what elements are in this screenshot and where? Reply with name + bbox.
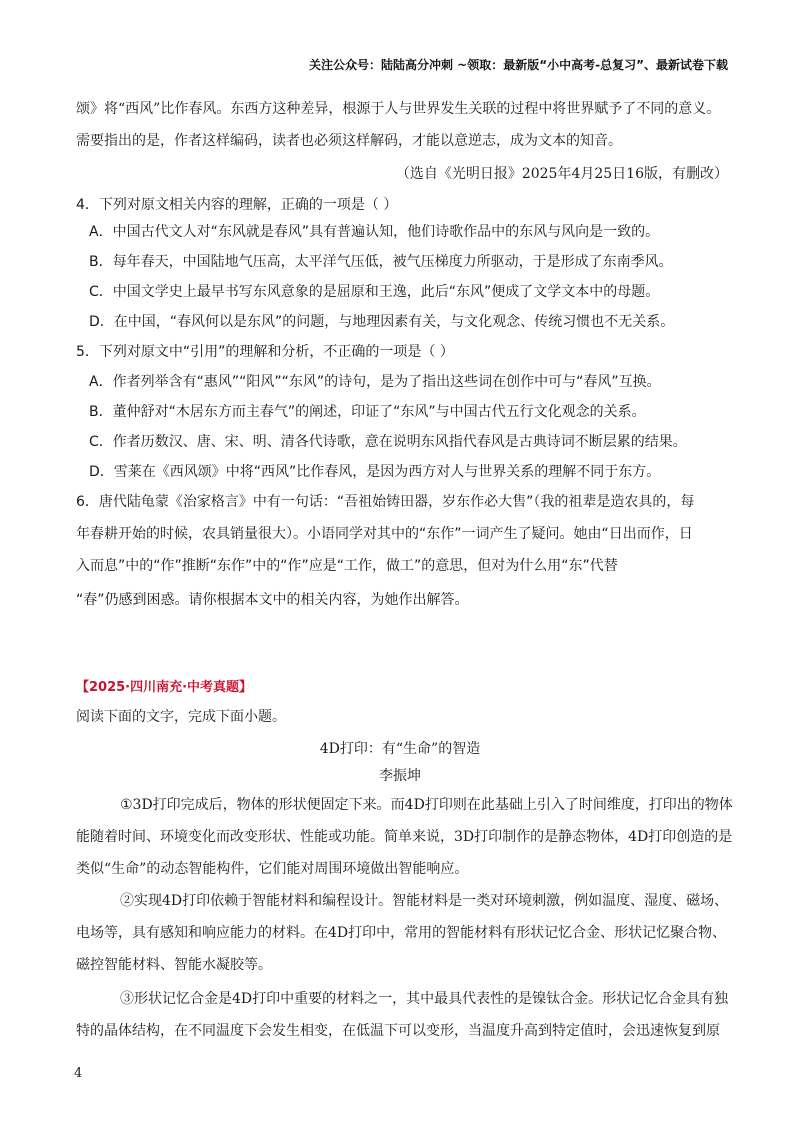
question-4-option-c: C．中国文学史上最早书写东风意象的是屈原和王逸，此后“东风”便成了文学文本中的母题。 [89,284,660,300]
question-6-line: 入而息”中的“作”推断“东作”中的“作”应是“工作，做工”的意思，但对为什么用“东”代替 [76,558,618,574]
article-paragraph-line: ③形状记忆合金是4D打印中重要的材料之一，其中最具代表性的是镍钛合金。形状记忆合金具有独 [120,991,729,1007]
question-5-option-b: B．董仲舒对“木居东方而主春气”的阐述，印证了“东风”与中国古代五行文化观念的关系。 [89,404,646,420]
article-paragraph-line: 能随着时间、环境变化而改变形状、性能或功能。简单来说，3D打印制作的是静态物体，4D打印创造的是 [76,829,733,845]
article-paragraph-line: 特的晶体结构，在不同温度下会发生相变，在低温下可以变形，当温度升高到特定值时，会迅速恢复到原 [76,1023,720,1039]
question-6-line: 年春耕开始的时候，农具销量很大）。小语同学对其中的“东作”一词产生了疑问。她由“日出而作，日 [76,526,693,542]
paragraph-line: 需要指出的是，作者这样编码，读者也必须这样解码，才能以意逆志，成为文本的知音。 [76,133,622,149]
question-6-line: “春”仍感到困惑。请你根据本文中的相关内容，为她作出解答。 [76,592,469,608]
question-4-option-a: A．中国古代文人对“东风就是春风”具有普遍认知，他们诗歌作品中的东风与风向是一致的。 [89,224,660,240]
question-6-line: 6．唐代陆龟蒙《治家格言》中有一句话：“吾祖始铸田器，岁东作必大售”（我的祖辈是造农具的，每 [76,494,695,510]
question-5-option-a: A．作者列举含有“惠风”“阳风”“东风”的诗句，是为了指出这些词在创作中可与“春风”互换。 [89,374,661,390]
question-5-stem: 5．下列对原文中“引用”的理解和分析，不正确的一项是（ ） [76,344,454,360]
section-tag: 【2025·四川南充·中考真题】 [76,680,253,695]
article-paragraph-line: 磁控智能材料、智能水凝胶等。 [76,957,272,973]
question-5-option-c: C．作者历数汉、唐、宋、明、清各代诗歌，意在说明东风指代春风是古典诗词不断层累的结果。 [89,434,687,450]
article-paragraph-line: ②实现4D打印依赖于智能材料和编程设计。智能材料是一类对环境刺激，例如温度、湿度、磁场、 [120,893,729,909]
reading-instruction: 阅读下面的文字，完成下面小题。 [76,709,286,725]
page-number: 4 [74,1066,83,1081]
paragraph-line: 颂》将“西风”比作春风。东西方这种差异，根源于人与世界发生关联的过程中将世界赋予了不同的意义。 [76,101,721,117]
question-5-option-d: D．雪莱在《西风颂》中将“西风”比作春风，是因为西方对人与世界关系的理解不同于东方。 [89,464,661,480]
article-paragraph-line: 类似“生命”的动态智能构件，它们能对周围环境做出智能响应。 [76,861,469,877]
question-4-stem: 4．下列对原文相关内容的理解，正确的一项是（ ） [76,197,398,213]
question-4-option-d: D．在中国，“春风何以是东风”的问题，与地理因素有关，与文化观念、传统习惯也不无关系。 [89,314,675,330]
article-paragraph-line: ①3D打印完成后，物体的形状便固定下来。而4D打印则在此基础上引入了时间维度，打印出的物体 [120,797,733,813]
article-author: 李振坤 [379,768,421,784]
question-4-option-b: B．每年春天，中国陆地气压高，太平洋气压低，被气压梯度力所驱动，于是形成了东南季风。 [89,254,673,270]
article-paragraph-line: 电场等，具有感知和响应能力的材料。在4D打印中，常用的智能材料有形状记忆合金、形状记忆聚合物、 [76,925,727,941]
page-header: 关注公众号：陆陆高分冲刺 ~领取：最新版“小中高考-总复习”、最新试卷下载 [309,58,728,72]
source-citation: （选自《光明日报》2025年4月25日16版，有删改） [395,166,728,182]
article-title: 4D打印：有“生命”的智造 [319,741,481,757]
